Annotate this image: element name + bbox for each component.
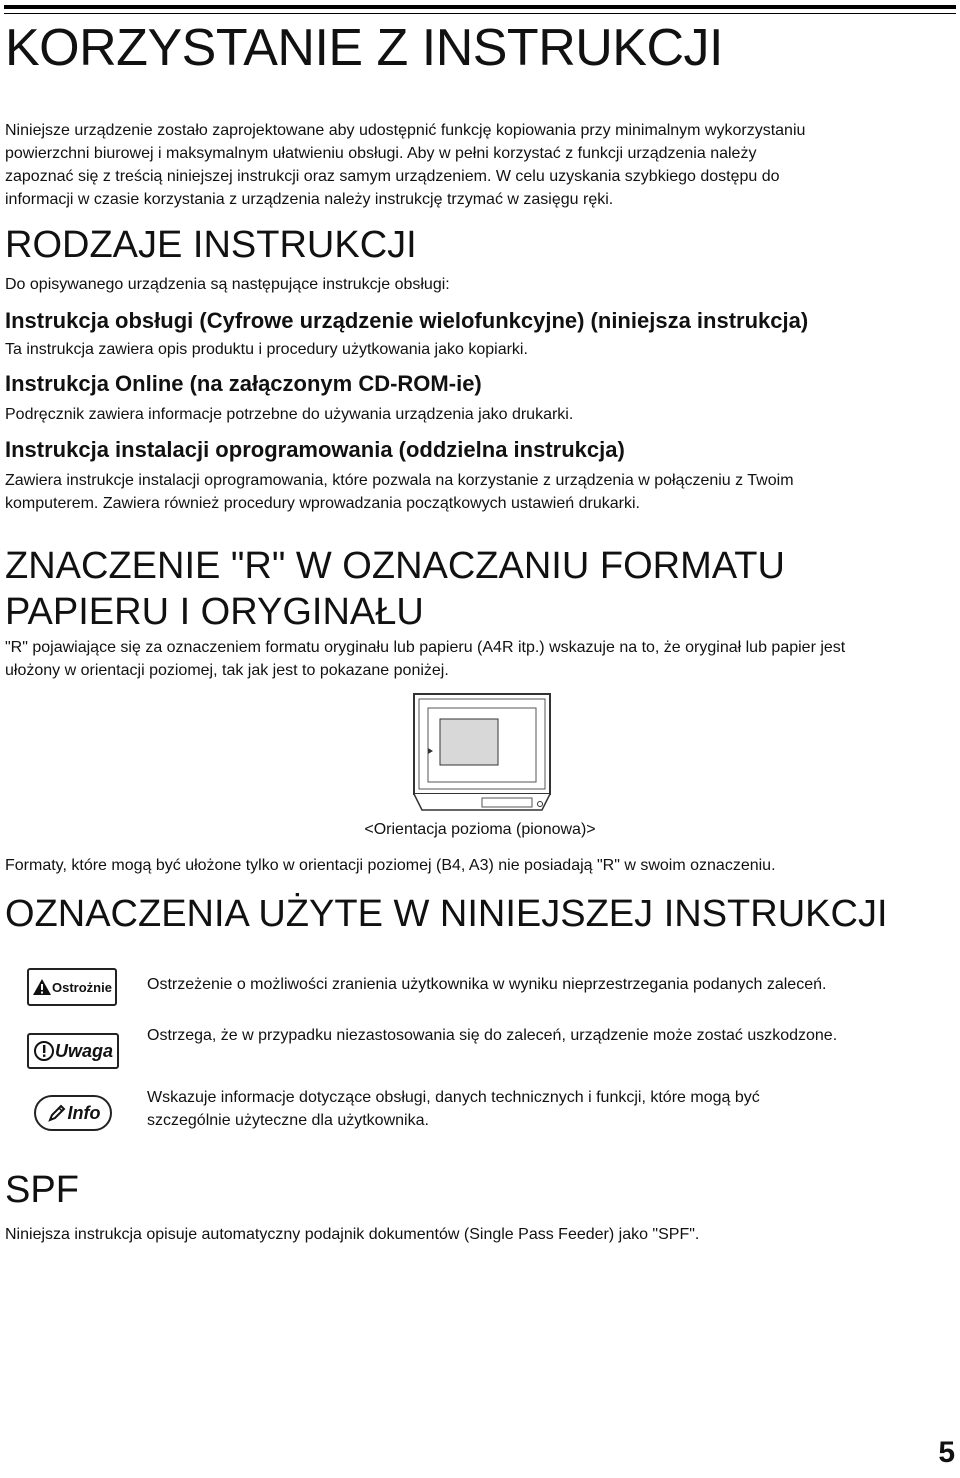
intro-line: informacji w czasie korzystania z urządzenia należy instrukcję trzymać w zasięgu ręki.	[5, 191, 614, 208]
manual-title-2: Instrukcja Online (na załączonym CD-ROM-ie)	[5, 371, 482, 396]
ostroznie-desc: Ostrzeżenie o możliwości zranienia użytkownika w wyniku nieprzestrzegania podanych zaleceń.	[147, 976, 827, 993]
page-number: 5	[938, 1436, 955, 1469]
section-title-oznaczenia: OZNACZENIA UŻYTE W NINIEJSZEJ INSTRUKCJI	[5, 893, 888, 935]
info-desc-line: szczególnie użyteczne dla użytkownika.	[147, 1112, 429, 1129]
illustration-caption: <Orientacja pozioma (pionowa)>	[364, 821, 596, 838]
intro-line: zapoznać się z treścią niniejszej instrukcji oraz samym urządzeniem. W celu uzyskania szybkiego dostępu do	[5, 168, 780, 185]
manual-desc-line: komputerem. Zawiera również procedury wprowadzania początkowych ustawień drukarki.	[5, 495, 640, 512]
intro-paragraph	[5, 119, 955, 211]
section-title-spf: SPF	[5, 1169, 79, 1211]
ostroznie-label: Ostrożnie	[52, 979, 112, 995]
intro-line: powierzchni biurowej i maksymalnym ułatwieniu obsługi. Aby w pełni korzystać z funkcji urządzenia należy	[5, 145, 757, 162]
section-title-r	[5, 543, 785, 635]
spf-desc: Niniejsza instrukcja opisuje automatyczny podajnik dokumentów (Single Pass Feeder) jako "SPF".	[5, 1226, 700, 1243]
intro-line: Niniejsze urządzenie zostało zaprojektowane aby udostępnić funkcję kopiowania przy minimalnym wykorzystaniu	[5, 122, 806, 139]
warning-triangle-icon	[32, 978, 52, 996]
pencil-icon	[46, 1102, 68, 1124]
uwaga-label: Uwaga	[54, 1040, 114, 1061]
section-title-line: PAPIERU I ORYGINAŁU	[5, 591, 424, 633]
manual-desc-2: Podręcznik zawiera informacje potrzebne do używania urządzenia jako drukarki.	[5, 406, 574, 423]
info-label: Info	[67, 1102, 101, 1123]
manual-desc-line: Zawiera instrukcje instalacji oprogramowania, które pozwala na korzystanie z urządzenia w połączeniu z Twoim	[5, 472, 794, 489]
manual-desc-3	[5, 469, 955, 515]
r-note: Formaty, które mogą być ułożone tylko w orientacji poziomej (B4, A3) nie posiadają "R" w swoim oznaczeniu.	[5, 857, 776, 874]
info-desc-line: Wskazuje informacje dotyczące obsługi, danych technicznych i funkcji, które mogą być	[147, 1089, 760, 1106]
uwaga-desc: Ostrzega, że w przypadku niezastosowania się do zaleceń, urządzenie może zostać uszkodzone.	[147, 1027, 838, 1044]
manual-desc-1: Ta instrukcja zawiera opis produktu i procedury użytkowania jako kopiarki.	[5, 341, 528, 358]
rodzaje-intro: Do opisywanego urządzenia są następujące instrukcje obsługi:	[5, 276, 450, 293]
ostroznie-badge	[27, 968, 117, 1006]
r-paragraph	[5, 636, 955, 682]
section-title-line: ZNACZENIE "R" W OZNACZANIU FORMATU	[5, 545, 785, 587]
uwaga-badge	[27, 1033, 119, 1069]
manual-title-3: Instrukcja instalacji oprogramowania (oddzielna instrukcja)	[5, 437, 625, 462]
exclamation-circle-icon	[33, 1040, 55, 1062]
info-badge	[34, 1095, 112, 1131]
r-line: ułożony w orientacji poziomej, tak jak jest to pokazane poniżej.	[5, 662, 449, 679]
copier-landscape-illustration	[412, 692, 552, 818]
top-rule-thin	[4, 13, 956, 14]
r-line: "R" pojawiające się za oznaczeniem formatu oryginału lub papieru (A4R itp.) wskazuje na to, że oryginał lub papier jest	[5, 639, 846, 656]
top-rule	[4, 5, 956, 9]
info-desc	[147, 1086, 947, 1132]
section-title-rodzaje: RODZAJE INSTRUKCJI	[5, 224, 417, 266]
manual-title-1: Instrukcja obsługi (Cyfrowe urządzenie wielofunkcyjne) (niniejsza instrukcja)	[5, 308, 809, 333]
page-title: KORZYSTANIE Z INSTRUKCJI	[5, 19, 723, 77]
